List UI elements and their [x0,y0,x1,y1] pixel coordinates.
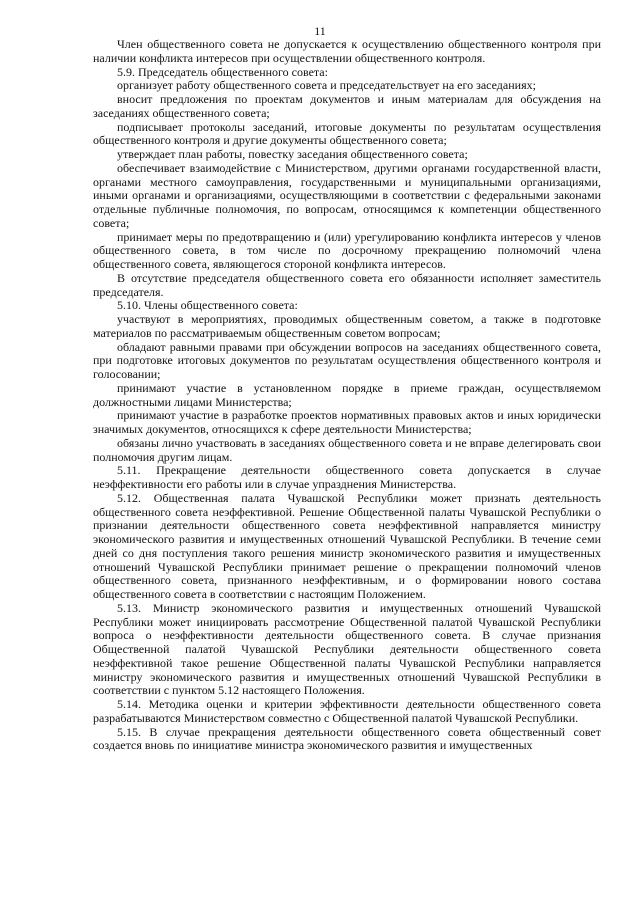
document-body [93,38,601,753]
paragraph-chairman-proposals: вносит предложения по проектам документов и иным материалам для обсуждения на заседаниях общественного совета; [93,92,601,120]
paragraph-5-13: 5.13. Министр экономического развития и имущественных отношений Чувашской Республики может инициировать рассмотрение Общественной палатой Чувашской Республики вопроса о неэффективности деятельности общественного совета. В случае признания Общественной палатой Чувашской Республики деятельности общественного совета неэффективной такое решение Общественной палаты Чувашской Республики направляется министру экономического развития и имущественных отношений Чувашской Республики в соответствии с пунктом 5.12 настоящего Положения. [93,600,601,698]
paragraph-chairman-signs: подписывает протоколы заседаний, итоговые документы по результатам осуществления общественного контроля и другие документы общественного совета; [93,119,601,148]
page-number: 11 [314,24,326,38]
paragraph-members-equal-rights: обладают равными правами при обсуждении вопросов на заседаниях общественного совета, при подготовке итоговых документов по результатам осуществления общественного контроля и голосовании; [93,339,601,381]
paragraph-5-14: 5.14. Методика оценки и критерии эффективности деятельности общественного совета разрабатываются Министерством совместно с Общественной палатой Чувашской Республики. [93,697,601,725]
paragraph-members-reception: принимают участие в установленном порядке в приеме граждан, осуществляемом должностными лицами Министерства; [93,380,601,409]
paragraph-5-12: 5.12. Общественная палата Чувашской Республики может признать деятельность общественного совета неэффективной. Решение Общественной палаты Чувашской Республики о признании деятельности общественного совета неэффективной направляется министру экономического развития и имущественных отношений Чувашской Республики. В течение семи дней со дня поступления такого решения министр экономического развития и имущественных отношений Чувашской Республики принимает решение о прекращении полномочий членов общественного совета, признанного неэффективным, и о формировании нового состава общественного совета в соответствии с настоящим Положением. [93,490,601,601]
paragraph-deputy-chairman: В отсутствие председателя общественного совета его обязанности исполняет заместитель председателя. [93,270,601,299]
paragraph-5-11: 5.11. Прекращение деятельности общественного совета допускается в случае неэффективности его работы или в случае упразднения Министерства. [93,463,601,491]
paragraph-member-conflict: Член общественного совета не допускается к осуществлению общественного контроля при наличии конфликта интересов при осуществлении общественного контроля. [93,37,601,65]
paragraph-members-participate: участвуют в мероприятиях, проводимых общественным советом, а также в подготовке материалов по рассматриваемым общественным советом вопросам; [93,312,601,340]
paragraph-members-personal-attendance: обязаны лично участвовать в заседаниях общественного совета и не вправе делегировать свои полномочия другим лицам. [93,435,601,464]
paragraph-chairman-organizes: организует работу общественного совета и председательствует на его заседаниях; [117,78,536,93]
paragraph-5-9-heading: 5.9. Председатель общественного совета: [117,64,328,79]
paragraph-5-10-heading: 5.10. Члены общественного совета: [117,298,298,313]
paragraph-chairman-approves-plan: утверждает план работы, повестку заседания общественного совета; [117,147,468,161]
paragraph-members-drafting: принимают участие в разработке проектов нормативных правовых актов и иных юридически значимых документов, относящихся к сфере деятельности Министерства; [93,408,601,436]
paragraph-chairman-conflict-measures: принимает меры по предотвращению и (или) урегулированию конфликта интересов у членов общественного совета, в том числе по досрочному прекращению полномочий члена общественного совета, являющегося стороной конфликта интересов. [93,229,601,271]
paragraph-5-15: 5.15. В случае прекращения деятельности общественного совета общественный совет создается вновь по инициативе министра экономического развития и имущественных [93,724,601,753]
paragraph-chairman-interaction: обеспечивает взаимодействие с Министерством, другими органами государственной власти, органами местного самоуправления, государственными и муниципальными организациями, иными органами и организациями, осуществляющими в соответствии с федеральными законами отдельные публичные полномочия, по вопросам, относящимся к компетенции общественного совета; [93,160,601,230]
